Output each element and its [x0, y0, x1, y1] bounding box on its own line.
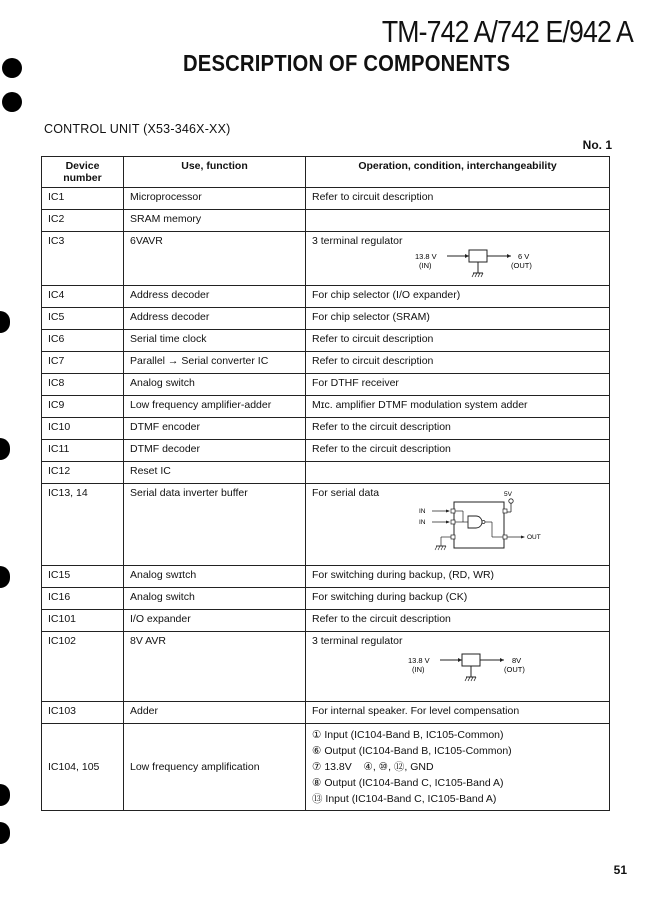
binder-hole [0, 566, 10, 588]
input-label: IN [419, 508, 426, 515]
table-row [42, 484, 610, 566]
use-cell: I/O expander [124, 610, 306, 632]
binder-hole [0, 311, 10, 333]
use-cell: SRAM memory [124, 210, 306, 232]
operation-cell [306, 632, 610, 702]
output-label: OUT [527, 534, 541, 541]
use-cell: DTMF decoder [124, 440, 306, 462]
table-row [42, 352, 610, 374]
regulator-diagram [400, 651, 570, 685]
use-cell: Adder [124, 702, 306, 724]
nand-gate-icon [468, 516, 482, 528]
binder-hole [2, 92, 22, 112]
use-cell: Address decoder [124, 286, 306, 308]
device-cell: IC11 [42, 440, 124, 462]
table-row [42, 210, 610, 232]
operation-text: For serial data [312, 487, 380, 499]
column-header: Operation, condition, interchangeability [306, 157, 610, 188]
operation-cell: For internal speaker. For level compensation [306, 702, 610, 724]
table-row [42, 308, 610, 330]
use-cell: Microprocessor [124, 188, 306, 210]
device-cell [42, 724, 124, 811]
binder-hole [0, 822, 10, 844]
table-row [42, 566, 610, 588]
use-cell [124, 724, 306, 811]
device-cell: IC101 [42, 610, 124, 632]
table-row [42, 632, 610, 702]
operation-cell: For switching during backup (CK) [306, 588, 610, 610]
table-row [42, 610, 610, 632]
operation-cell: For chip selector (I/O expander) [306, 286, 610, 308]
table-row [42, 232, 610, 286]
use-cell: Serial data inverter buffer [124, 484, 306, 566]
pin-line: ⑬ Input (IC104-Band C, IC105-Band A) [312, 793, 497, 805]
table-header-row [42, 157, 610, 188]
use-cell: Analog swɪtch [124, 566, 306, 588]
table-row [42, 418, 610, 440]
page-number: 51 [613, 863, 627, 877]
operation-cell: Refer to circuit description [306, 352, 610, 374]
table-row [42, 588, 610, 610]
use-cell: Parallel → Serial converter IC [124, 352, 306, 374]
operation-text: 3 terminal regulator [312, 635, 403, 647]
section-heading: CONTROL UNIT (X53-346X-XX) [44, 122, 231, 136]
operation-cell: Mɪc. amplifier DTMF modulation system adder [306, 396, 610, 418]
operation-cell: Refer to the circuit description [306, 440, 610, 462]
regulator-diagram [407, 247, 577, 281]
table-row [42, 374, 610, 396]
input-label: (IN) [419, 261, 432, 270]
table-row [42, 286, 610, 308]
input-label: IN [419, 519, 426, 526]
pin-line: ① Input (IC104-Band B, IC105-Common) [312, 729, 504, 741]
model-number: TM-742 A/742 E/942 A [381, 14, 633, 49]
operation-cell: Refer to the circuit description [306, 418, 610, 440]
output-label: (OUT) [511, 261, 532, 270]
operation-cell: For DTHF receiver [306, 374, 610, 396]
device-cell: IC5 [42, 308, 124, 330]
operation-text: 3 terminal regulator [312, 235, 403, 247]
output-label: (OUT) [504, 665, 525, 674]
table-row [42, 702, 610, 724]
operation-cell [306, 724, 610, 811]
regulator-block [462, 654, 480, 666]
use-cell: 6VAVR [124, 232, 306, 286]
page-title: DESCRIPTION OF COMPONENTS [183, 50, 511, 76]
pin-line: ⑥ Output (IC104-Band B, IC105-Common) [312, 745, 512, 757]
device-text: IC104, 105 [48, 761, 100, 773]
pin-line: ⑧ Output (IC104-Band C, IC105-Band A) [312, 777, 504, 789]
device-cell: IC12 [42, 462, 124, 484]
binder-hole [0, 784, 10, 806]
table-row [42, 440, 610, 462]
device-cell: IC4 [42, 286, 124, 308]
use-cell: Address decoder [124, 308, 306, 330]
inverter-buffer-diagram [416, 488, 546, 554]
device-cell: IC3 [42, 232, 124, 286]
binder-hole [2, 58, 22, 78]
input-voltage-label: 13.8 V [415, 252, 437, 261]
device-cell: IC6 [42, 330, 124, 352]
device-cell: IC10 [42, 418, 124, 440]
column-header: Use, function [124, 157, 306, 188]
device-cell: IC102 [42, 632, 124, 702]
column-header: Device number [42, 157, 124, 188]
use-cell: 8V AVR [124, 632, 306, 702]
operation-cell [306, 232, 610, 286]
regulator-block [469, 250, 487, 262]
operation-cell: For switching during backup, (RD, WR) [306, 566, 610, 588]
operation-cell: Refer to circuit description [306, 330, 610, 352]
table-row [42, 724, 610, 811]
device-cell: IC1 [42, 188, 124, 210]
table-row [42, 188, 610, 210]
supply-label: 5V [504, 491, 512, 498]
table-row [42, 330, 610, 352]
table-row [42, 462, 610, 484]
input-voltage-label: 13.8 V [408, 656, 430, 665]
device-cell: IC15 [42, 566, 124, 588]
device-cell: IC9 [42, 396, 124, 418]
use-cell: Low frequency amplifier-adder [124, 396, 306, 418]
operation-cell: Refer to the circuit description [306, 610, 610, 632]
use-cell: Serial time clock [124, 330, 306, 352]
device-cell: IC2 [42, 210, 124, 232]
use-text: Low frequency amplification [130, 761, 260, 773]
components-table [41, 156, 610, 811]
use-cell: DTMF encoder [124, 418, 306, 440]
pin-line: ⑦ 13.8V ④, ⑩, ⑫, GND [312, 761, 434, 773]
table-row [42, 396, 610, 418]
device-cell: IC13, 14 [42, 484, 124, 566]
sheet-number: No. 1 [582, 138, 612, 152]
operation-cell [306, 462, 610, 484]
use-cell: Reset IC [124, 462, 306, 484]
use-cell: Analog switch [124, 374, 306, 396]
operation-cell: For chip selector (SRAM) [306, 308, 610, 330]
output-voltage-label: 8V [512, 656, 522, 665]
use-cell: Analog switch [124, 588, 306, 610]
device-cell: IC7 [42, 352, 124, 374]
device-cell: IC8 [42, 374, 124, 396]
input-label: (IN) [412, 665, 425, 674]
operation-cell [306, 210, 610, 232]
operation-cell: Refer to circuit description [306, 188, 610, 210]
device-cell: IC103 [42, 702, 124, 724]
output-voltage-label: 6 V [518, 252, 530, 261]
operation-cell [306, 484, 610, 566]
binder-hole [0, 438, 10, 460]
device-cell: IC16 [42, 588, 124, 610]
